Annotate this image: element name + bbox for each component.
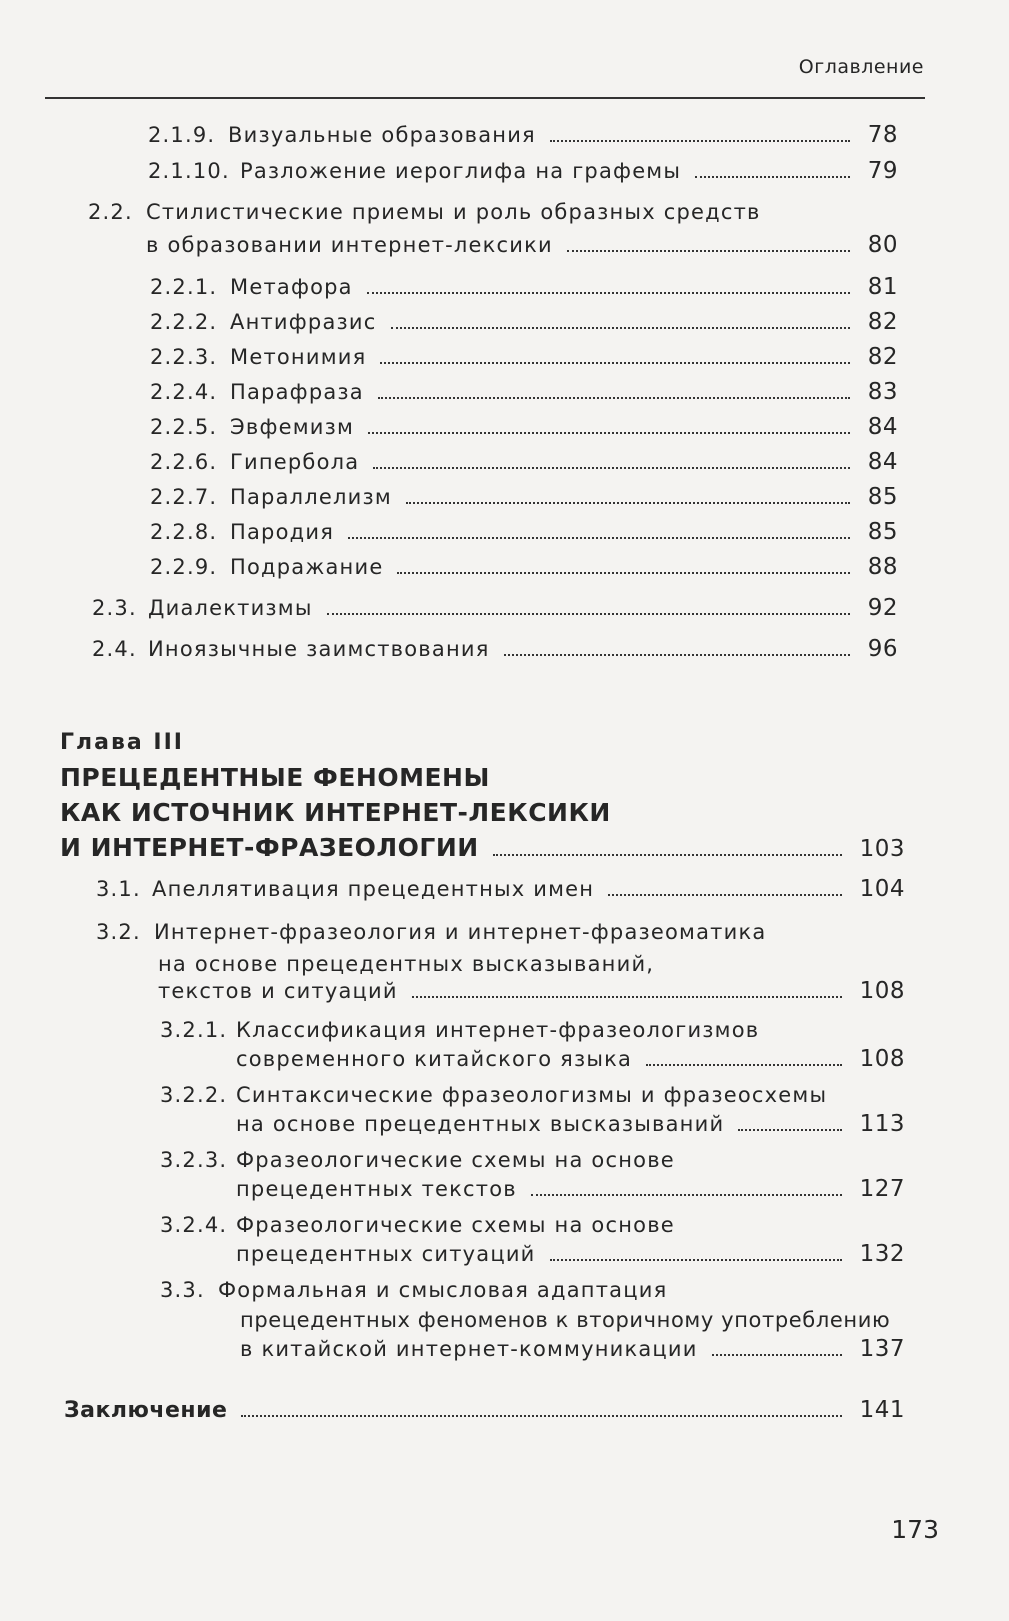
entry-title-line3: текстов и ситуаций <box>158 979 398 1003</box>
dot-leader <box>397 572 849 574</box>
dot-leader <box>406 502 850 504</box>
toc-entry <box>150 344 898 370</box>
toc-entry <box>158 978 905 1004</box>
entry-title: Подражание <box>230 555 384 579</box>
entry-number: 3.2. <box>96 920 141 944</box>
entry-number: 2.2.6. <box>150 450 218 474</box>
entry-number: 2.2. <box>88 200 133 224</box>
entry-page: 79 <box>867 158 898 184</box>
toc-entry-line <box>96 920 766 944</box>
entry-number: 2.2.8. <box>150 520 218 544</box>
conclusion-entry <box>64 1397 905 1423</box>
entry-page: 84 <box>867 414 898 440</box>
chapter-title-line3: И ИНТЕРНЕТ-ФРАЗЕОЛОГИИ <box>60 833 479 862</box>
entry-title-line1: Фразеологические схемы на основе <box>236 1148 675 1172</box>
entry-title-line2: на основе прецедентных высказываний <box>236 1112 725 1136</box>
entry-page: 80 <box>867 232 898 258</box>
chapter-label: Глава III <box>60 730 184 755</box>
dot-leader <box>493 854 842 856</box>
conclusion-title: Заключение <box>64 1398 228 1423</box>
dot-leader <box>412 996 842 998</box>
dot-leader <box>367 292 850 294</box>
entry-page: 92 <box>867 595 898 621</box>
entry-page: 108 <box>859 1046 905 1072</box>
entry-number: 2.1.9. <box>148 123 216 147</box>
toc-entry-line <box>240 1308 890 1332</box>
entry-title-line1: Формальная и смысловая адаптация <box>218 1278 668 1302</box>
toc-entry <box>150 554 898 580</box>
entry-title: Иноязычные заимствования <box>148 637 490 661</box>
entry-number: 2.3. <box>92 596 137 620</box>
toc-entry <box>92 636 898 662</box>
entry-title: Разложение иероглифа на графемы <box>240 159 682 183</box>
entry-title: Метафора <box>230 275 353 299</box>
entry-title: Метонимия <box>230 345 367 369</box>
entry-title-line1: Синтаксические фразеологизмы и фразеосхемы <box>236 1083 828 1107</box>
entry-number: 3.2.3. <box>160 1148 228 1172</box>
toc-entry <box>150 484 898 510</box>
toc-entry <box>150 309 898 335</box>
entry-page: 83 <box>867 379 898 405</box>
entry-page: 113 <box>859 1111 905 1137</box>
running-head: Оглавление <box>798 56 924 78</box>
entry-title: Антифразис <box>230 310 377 334</box>
dot-leader <box>550 140 850 142</box>
toc-entry <box>146 232 898 258</box>
entry-page: 85 <box>867 519 898 545</box>
toc-entry-line <box>160 1278 667 1302</box>
toc-entry-line <box>158 952 654 976</box>
entry-page: 104 <box>859 876 905 902</box>
entry-number: 2.1.10. <box>148 159 230 183</box>
entry-title: Гипербола <box>230 450 360 474</box>
entry-number: 2.2.2. <box>150 310 218 334</box>
entry-title-line1: Стилистические приемы и роль образных средств <box>146 200 761 224</box>
entry-number: 3.2.1. <box>160 1018 228 1042</box>
toc-entry <box>148 158 898 184</box>
dot-leader <box>241 1415 841 1417</box>
entry-number: 3.3. <box>160 1278 205 1302</box>
entry-title: Параллелизм <box>230 485 392 509</box>
dot-leader <box>327 613 850 615</box>
dot-leader <box>348 537 850 539</box>
toc-entry-line <box>160 1213 675 1237</box>
toc-entry <box>150 414 898 440</box>
toc-entry <box>236 1046 905 1072</box>
toc-entry <box>150 519 898 545</box>
entry-number: 2.2.7. <box>150 485 218 509</box>
dot-leader <box>391 327 850 329</box>
entry-page: 132 <box>859 1241 905 1267</box>
entry-page: 137 <box>859 1336 905 1362</box>
entry-number: 2.2.5. <box>150 415 218 439</box>
dot-leader <box>738 1129 841 1131</box>
entry-page: 96 <box>867 636 898 662</box>
entry-page: 103 <box>859 836 905 862</box>
entry-title-line2: современного китайского языка <box>236 1047 633 1071</box>
dot-leader <box>504 654 850 656</box>
entry-page: 84 <box>867 449 898 475</box>
entry-title: Парафраза <box>230 380 364 404</box>
entry-page: 141 <box>859 1397 905 1423</box>
entry-number: 3.2.4. <box>160 1213 228 1237</box>
dot-leader <box>567 250 850 252</box>
entry-number: 2.2.3. <box>150 345 218 369</box>
page-number: 173 <box>891 1515 939 1544</box>
dot-leader <box>695 176 850 178</box>
chapter-entry <box>60 833 905 862</box>
entry-page: 88 <box>867 554 898 580</box>
entry-page: 85 <box>867 484 898 510</box>
entry-title-line2: прецедентных текстов <box>236 1177 517 1201</box>
toc-entry <box>150 379 898 405</box>
toc-entry-line <box>160 1018 759 1042</box>
toc-entry-line <box>160 1083 827 1107</box>
entry-title-line2: в образовании интернет-лексики <box>146 233 553 257</box>
entry-number: 2.2.4. <box>150 380 218 404</box>
toc-entry <box>236 1111 905 1137</box>
dot-leader <box>368 432 850 434</box>
entry-title: Апеллятивация прецедентных имен <box>152 877 595 901</box>
entry-title-line1: Фразеологические схемы на основе <box>236 1213 675 1237</box>
entry-number: 2.4. <box>92 637 137 661</box>
header-rule <box>45 97 925 99</box>
dot-leader <box>550 1259 842 1261</box>
toc-entry <box>96 876 905 902</box>
entry-number: 2.2.1. <box>150 275 218 299</box>
entry-title-line2: на основе прецедентных высказываний, <box>158 952 655 976</box>
toc-entry-line <box>88 200 761 224</box>
dot-leader <box>531 1194 842 1196</box>
entry-page: 78 <box>867 122 898 148</box>
dot-leader <box>378 397 850 399</box>
dot-leader <box>712 1354 842 1356</box>
toc-entry <box>92 595 898 621</box>
entry-number: 2.2.9. <box>150 555 218 579</box>
toc-entry-line <box>160 1148 675 1172</box>
entry-title-line1: Интернет-фразеология и интернет-фразеоматика <box>154 920 767 944</box>
entry-number: 3.2.2. <box>160 1083 228 1107</box>
toc-entry <box>240 1336 905 1362</box>
entry-page: 81 <box>867 274 898 300</box>
toc-entry <box>236 1176 905 1202</box>
dot-leader <box>373 467 849 469</box>
entry-title-line2: прецедентных ситуаций <box>236 1242 536 1266</box>
entry-title-line1: Классификация интернет-фразеологизмов <box>236 1018 760 1042</box>
toc-entry <box>236 1241 905 1267</box>
toc-entry <box>150 274 898 300</box>
entry-page: 82 <box>867 344 898 370</box>
entry-page: 108 <box>859 978 905 1004</box>
entry-title: Эвфемизм <box>230 415 355 439</box>
toc-entry <box>150 449 898 475</box>
dot-leader <box>380 362 849 364</box>
dot-leader <box>646 1064 841 1066</box>
dot-leader <box>608 894 841 896</box>
entry-title: Визуальные образования <box>228 123 536 147</box>
entry-number: 3.1. <box>96 877 141 901</box>
chapter-title-line1: ПРЕЦЕДЕНТНЫЕ ФЕНОМЕНЫ <box>60 763 490 792</box>
toc-entry <box>148 122 898 148</box>
entry-title-line2: прецедентных феноменов к вторичному употреблению <box>240 1308 891 1332</box>
entry-title: Диалектизмы <box>148 596 313 620</box>
entry-page: 127 <box>859 1176 905 1202</box>
entry-title: Пародия <box>230 520 335 544</box>
entry-page: 82 <box>867 309 898 335</box>
entry-title-line3: в китайской интернет-коммуникации <box>240 1337 698 1361</box>
chapter-title-line2: КАК ИСТОЧНИК ИНТЕРНЕТ-ЛЕКСИКИ <box>60 798 611 827</box>
